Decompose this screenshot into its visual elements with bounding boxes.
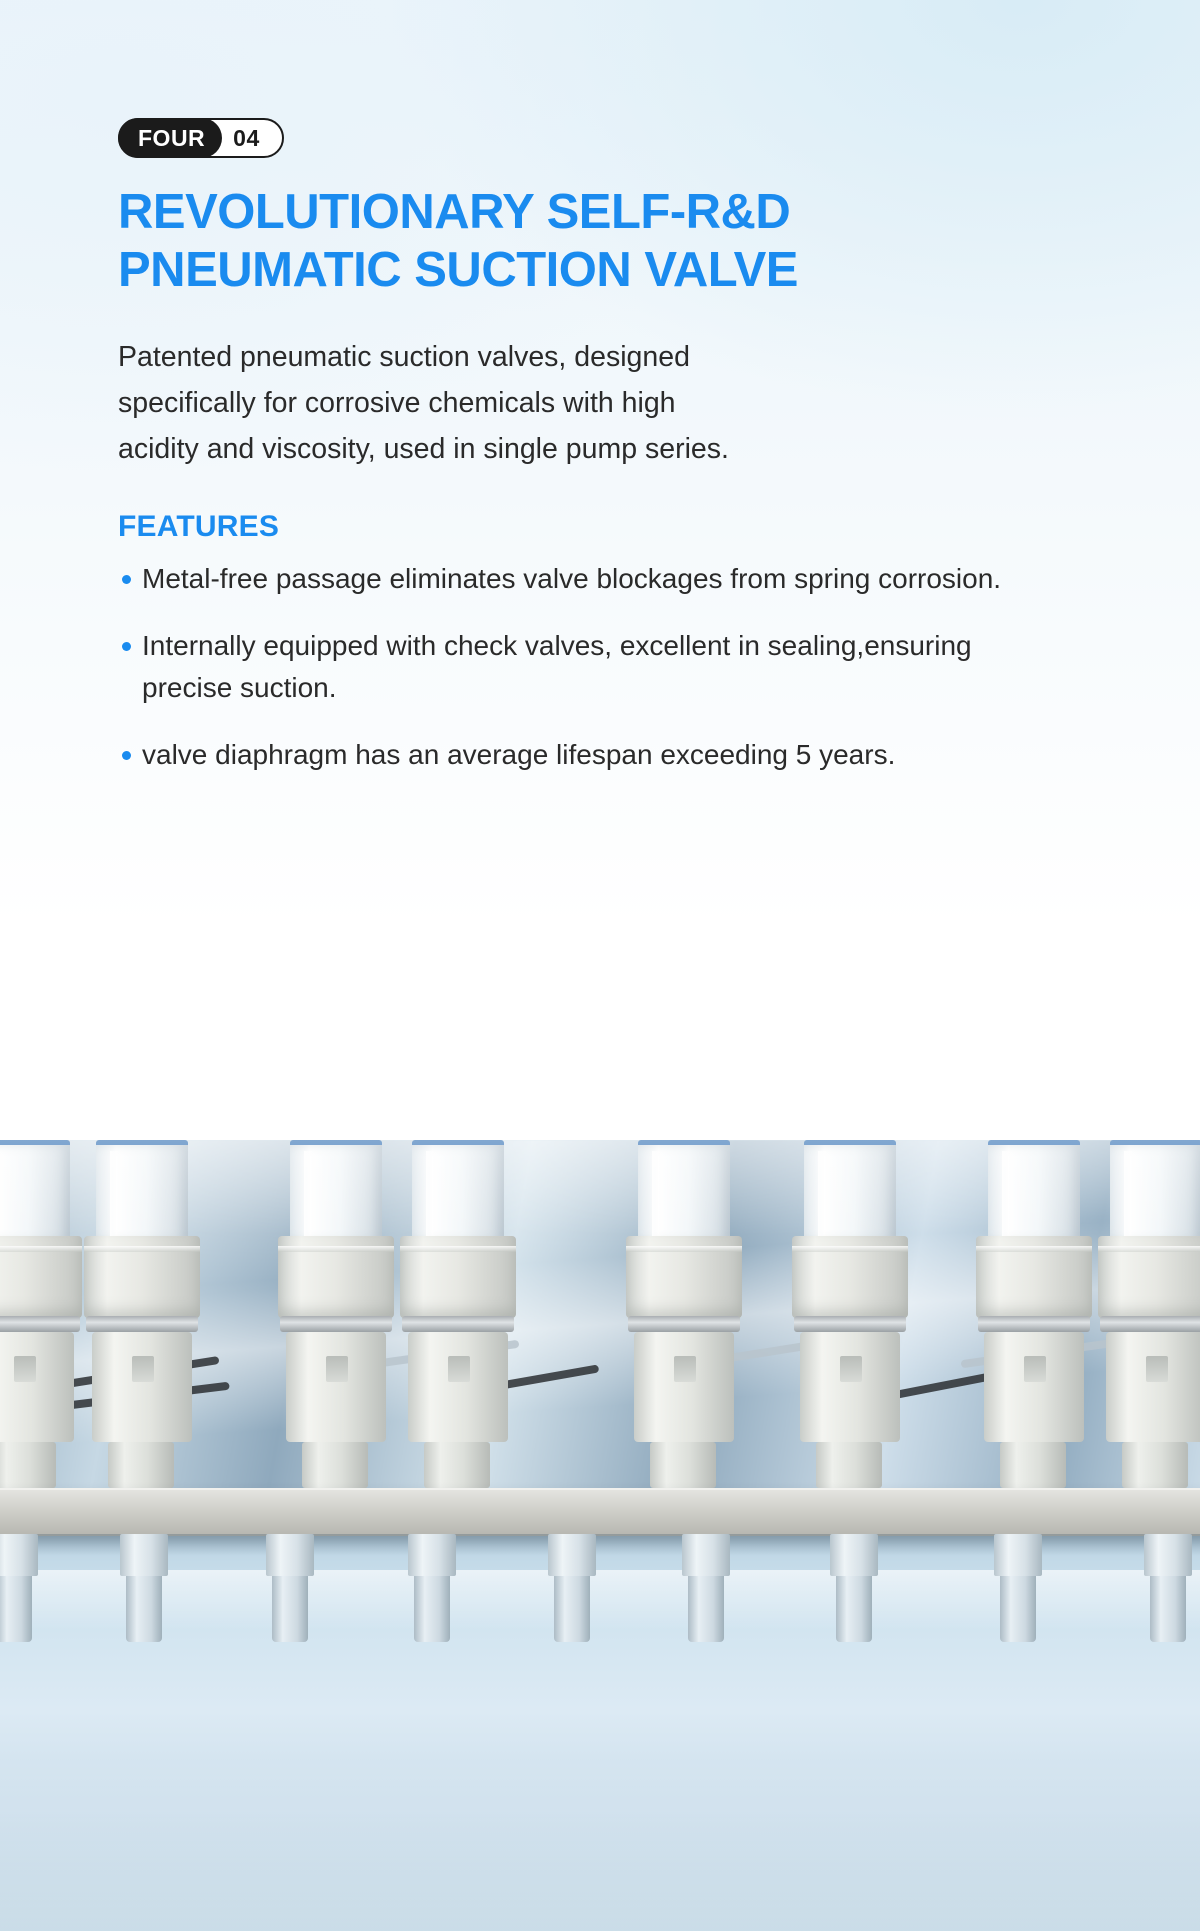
valve-neck xyxy=(650,1442,716,1488)
outlet-nozzle xyxy=(544,1534,600,1642)
valve-assembly xyxy=(786,1140,912,1492)
valve-assembly xyxy=(272,1140,398,1492)
valve-bolt-flange xyxy=(1100,1316,1200,1332)
list-item xyxy=(118,734,1042,777)
bullet-dot-icon xyxy=(122,642,131,651)
valve-cap xyxy=(290,1140,382,1241)
valve-mid-housing xyxy=(984,1332,1084,1442)
intro-line-3: acidity and viscosity, used in single pump series. xyxy=(118,432,729,465)
bullet-dot-icon xyxy=(122,751,131,760)
badge-number-label: 04 xyxy=(233,124,260,151)
valve-body xyxy=(400,1236,516,1318)
valve-bolt-flange xyxy=(628,1316,740,1332)
valve-body xyxy=(84,1236,200,1318)
list-item xyxy=(118,558,1042,601)
outlet-nozzle xyxy=(116,1534,172,1642)
list-item-text: Metal-free passage eliminates valve blockages from spring corrosion. xyxy=(142,563,1002,595)
valve-bolt-flange xyxy=(794,1316,906,1332)
section-number-badge xyxy=(118,118,284,158)
valve-neck xyxy=(302,1442,368,1488)
valve-cap xyxy=(412,1140,504,1241)
valve-body xyxy=(792,1236,908,1318)
valve-body xyxy=(278,1236,394,1318)
valve-cap xyxy=(96,1140,188,1241)
bullet-dot-icon xyxy=(122,575,131,584)
outlet-nozzle xyxy=(1140,1534,1196,1642)
valve-assembly xyxy=(970,1140,1096,1492)
valve-body xyxy=(976,1236,1092,1318)
valve-cap xyxy=(988,1140,1080,1241)
valve-mid-housing xyxy=(800,1332,900,1442)
valve-bolt-flange xyxy=(978,1316,1090,1332)
valve-neck xyxy=(424,1442,490,1488)
list-item-text: Internally equipped with check valves, excellent in sealing,ensuring precise suction. xyxy=(142,629,972,704)
valve-body xyxy=(0,1236,82,1318)
page-title-line-1: REVOLUTIONARY SELF-R&D xyxy=(118,185,791,239)
valve-bolt-flange xyxy=(280,1316,392,1332)
valve-neck xyxy=(0,1442,56,1488)
badge-word-label: FOUR xyxy=(118,118,222,158)
valve-mid-housing xyxy=(634,1332,734,1442)
page-title xyxy=(118,184,1082,300)
valve-bolt-flange xyxy=(86,1316,198,1332)
features-list xyxy=(118,558,1082,776)
manifold-bar xyxy=(0,1488,1200,1536)
page-title-line-2: PNEUMATIC SUCTION VALVE xyxy=(118,242,798,297)
valve-assembly xyxy=(78,1140,204,1492)
list-item xyxy=(118,625,1042,710)
valve-cap xyxy=(0,1140,70,1241)
intro-paragraph xyxy=(118,334,1038,472)
intro-line-2: specifically for corrosive chemicals with high xyxy=(118,386,676,419)
outlet-nozzle xyxy=(990,1534,1046,1642)
valve-neck xyxy=(816,1442,882,1488)
outlet-nozzle xyxy=(404,1534,460,1642)
features-heading: FEATURES xyxy=(118,510,280,544)
valve-mid-housing xyxy=(1106,1332,1200,1442)
valve-neck xyxy=(1122,1442,1188,1488)
valve-body xyxy=(1098,1236,1200,1318)
valve-mid-housing xyxy=(408,1332,508,1442)
valve-mid-housing xyxy=(92,1332,192,1442)
valve-assembly xyxy=(0,1140,86,1492)
valve-cap xyxy=(1110,1140,1200,1241)
valve-mid-housing xyxy=(286,1332,386,1442)
text-content-block xyxy=(0,0,1200,776)
valve-neck xyxy=(1000,1442,1066,1488)
product-photo xyxy=(0,1140,1200,1931)
valve-assembly xyxy=(1092,1140,1200,1492)
valve-bolt-flange xyxy=(402,1316,514,1332)
valve-bolt-flange xyxy=(0,1316,80,1332)
outlet-nozzle xyxy=(826,1534,882,1642)
outlet-nozzle xyxy=(678,1534,734,1642)
valve-body xyxy=(626,1236,742,1318)
outlet-nozzle xyxy=(0,1534,42,1642)
valve-mid-housing xyxy=(0,1332,74,1442)
outlet-nozzle xyxy=(262,1534,318,1642)
valve-assembly xyxy=(620,1140,746,1492)
valve-assembly xyxy=(394,1140,520,1492)
valve-neck xyxy=(108,1442,174,1488)
valve-cap xyxy=(638,1140,730,1241)
list-item-text: valve diaphragm has an average lifespan exceeding 5 years. xyxy=(142,738,896,770)
valve-cap xyxy=(804,1140,896,1241)
intro-line-1: Patented pneumatic suction valves, designed xyxy=(118,340,690,373)
